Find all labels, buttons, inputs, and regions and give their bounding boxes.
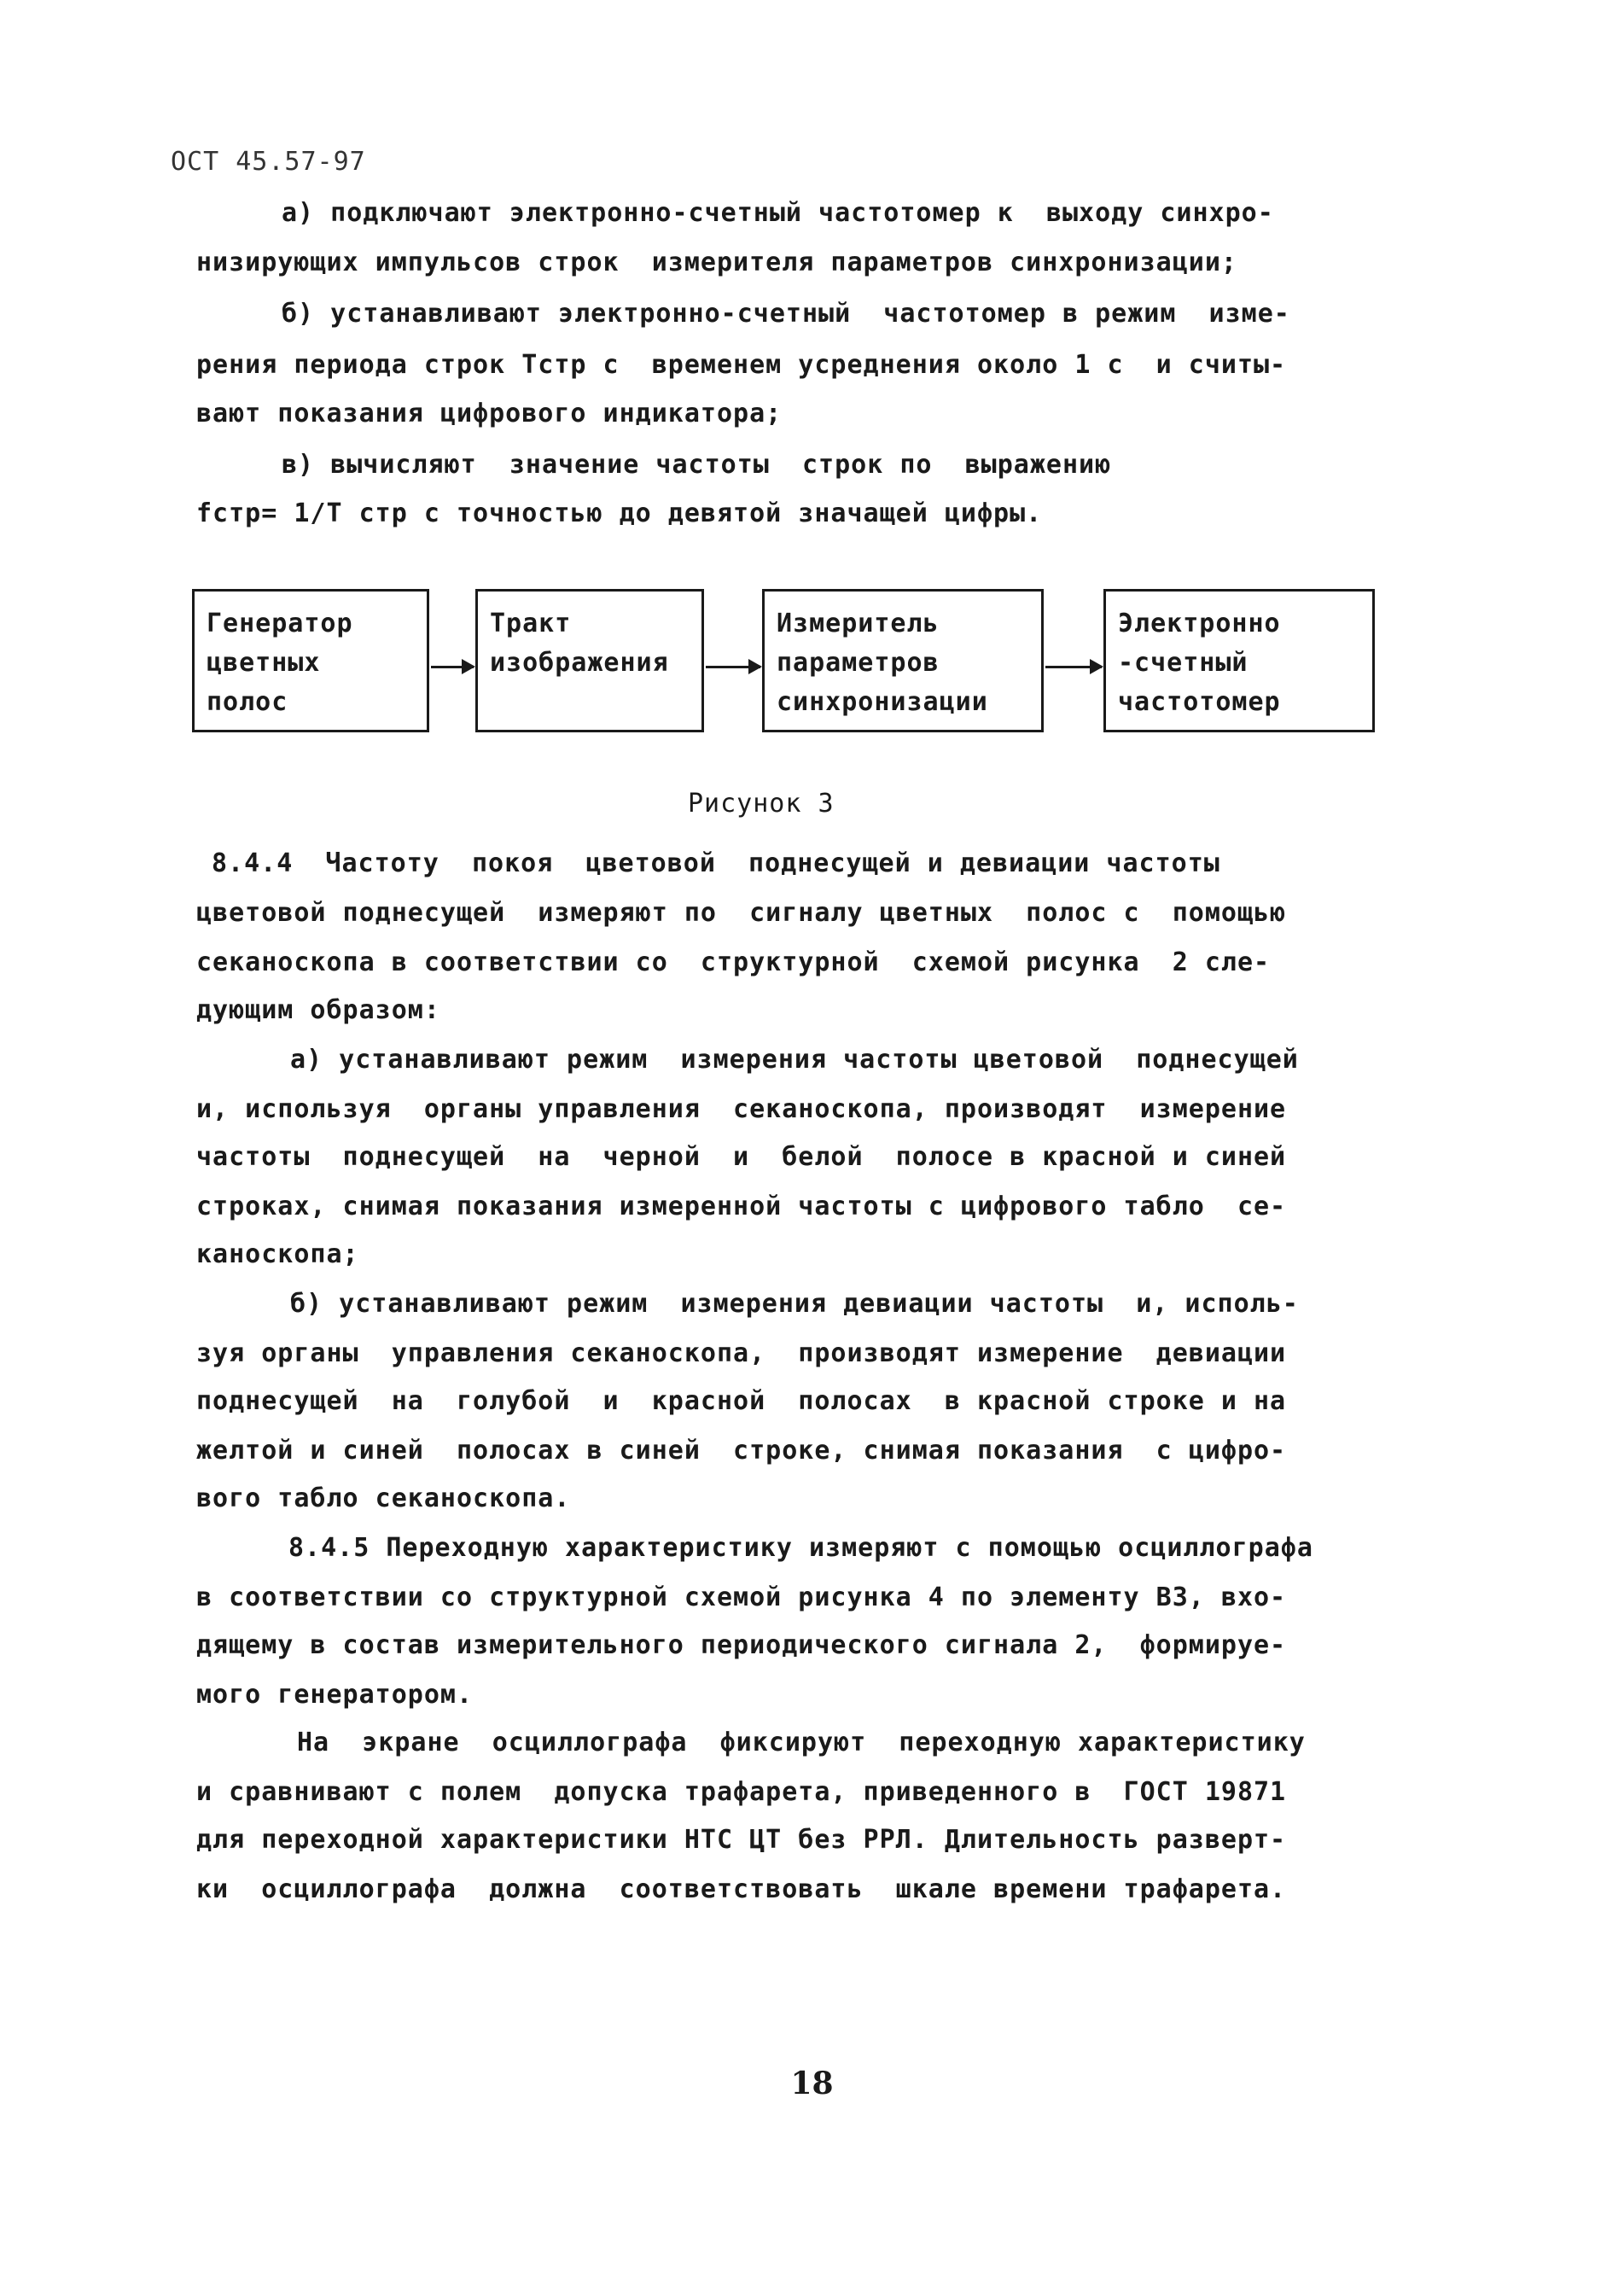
arrow-1 xyxy=(431,666,474,668)
text-line: и сравнивают с полем допуска трафарета, приведенного в ГОСТ 19871 xyxy=(196,1777,1287,1807)
text-line: 8.4.4 Частоту покоя цветовой поднесущей и девиации частоты xyxy=(212,848,1220,878)
text-line: зуя органы управления секаноскопа, производят измерение девиации xyxy=(196,1338,1287,1368)
box-label: полос xyxy=(207,687,288,717)
text-line: частоты поднесущей на черной и белой полосе в красной и синей xyxy=(196,1142,1287,1172)
diagram-box-counter xyxy=(1103,589,1375,732)
document-header: ОСТ 45.57-97 xyxy=(171,147,366,177)
page-number: 18 xyxy=(790,2066,834,2101)
text-line: мого генератором. xyxy=(196,1680,474,1710)
box-label: цветных xyxy=(207,648,321,678)
text-line: б) устанавливают режим измерения девиации частоты и, исполь- xyxy=(290,1289,1299,1319)
diagram-box-meter xyxy=(762,589,1044,732)
diagram-box-generator xyxy=(192,589,429,732)
box-label: Электронно xyxy=(1118,609,1281,638)
text-line: дующим образом: xyxy=(196,995,440,1025)
text-line: вают показания цифрового индикатора; xyxy=(196,399,783,428)
text-line: в) вычисляют значение частоты строк по выражению xyxy=(282,450,1112,480)
text-line: поднесущей на голубой и красной полосах в красной строке и на xyxy=(196,1386,1287,1416)
figure-caption: Рисунок 3 xyxy=(688,789,835,819)
block-diagram xyxy=(192,580,1387,751)
text-line: б) устанавливают электронно-счетный частотомер в режим изме- xyxy=(282,299,1290,329)
box-label: Тракт xyxy=(490,609,572,638)
text-line: ки осциллографа должна соответствовать шкале времени трафарета. xyxy=(196,1874,1287,1904)
text-line: цветовой поднесущей измеряют по сигналу цветных полос с помощью xyxy=(196,898,1287,928)
text-line: для переходной характеристики НТС ЦТ без РРЛ. Длительность разверт- xyxy=(196,1825,1287,1855)
text-line: желтой и синей полосах в синей строке, снимая показания с цифро- xyxy=(196,1436,1287,1466)
text-line: рения периода строк Тстр с временем усреднения около 1 с и считы- xyxy=(196,350,1287,380)
text-line: 8.4.5 Переходную характеристику измеряют с помощью осциллографа xyxy=(288,1533,1313,1563)
text-line: низирующих импульсов строк измерителя параметров синхронизации; xyxy=(196,248,1237,277)
text-line: секаноскопа в соответствии со структурной схемой рисунка 2 сле- xyxy=(196,947,1271,977)
box-label: параметров xyxy=(777,648,940,678)
text-line: в соответствии со структурной схемой рисунка 4 по элементу В3, вхо- xyxy=(196,1582,1287,1612)
text-line: каноскопа; xyxy=(196,1239,359,1269)
box-label: частотомер xyxy=(1118,687,1281,717)
text-line: fстр= 1/Т стр с точностью до девятой значащей цифры. xyxy=(196,498,1043,528)
box-label: изображения xyxy=(490,648,669,678)
box-label: Генератор xyxy=(207,609,353,638)
text-line: дящему в состав измерительного периодического сигнала 2, формируе- xyxy=(196,1630,1287,1660)
box-label: -счетный xyxy=(1118,648,1249,678)
text-line: вого табло секаноскопа. xyxy=(196,1483,571,1513)
diagram-box-tract xyxy=(475,589,704,732)
text-line: а) устанавливают режим измерения частоты цветовой поднесущей xyxy=(290,1045,1299,1075)
arrow-3 xyxy=(1045,666,1102,668)
arrow-2 xyxy=(706,666,760,668)
text-line: На экране осциллографа фиксируют переходную характеристику xyxy=(297,1728,1306,1757)
text-line: а) подключают электронно-счетный частотомер к выходу синхро- xyxy=(282,198,1274,228)
text-line: и, используя органы управления секаноскопа, производят измерение xyxy=(196,1094,1287,1124)
box-label: синхронизации xyxy=(777,687,988,717)
box-label: Измеритель xyxy=(777,609,940,638)
text-line: строках, снимая показания измеренной частоты с цифрового табло се- xyxy=(196,1192,1287,1221)
